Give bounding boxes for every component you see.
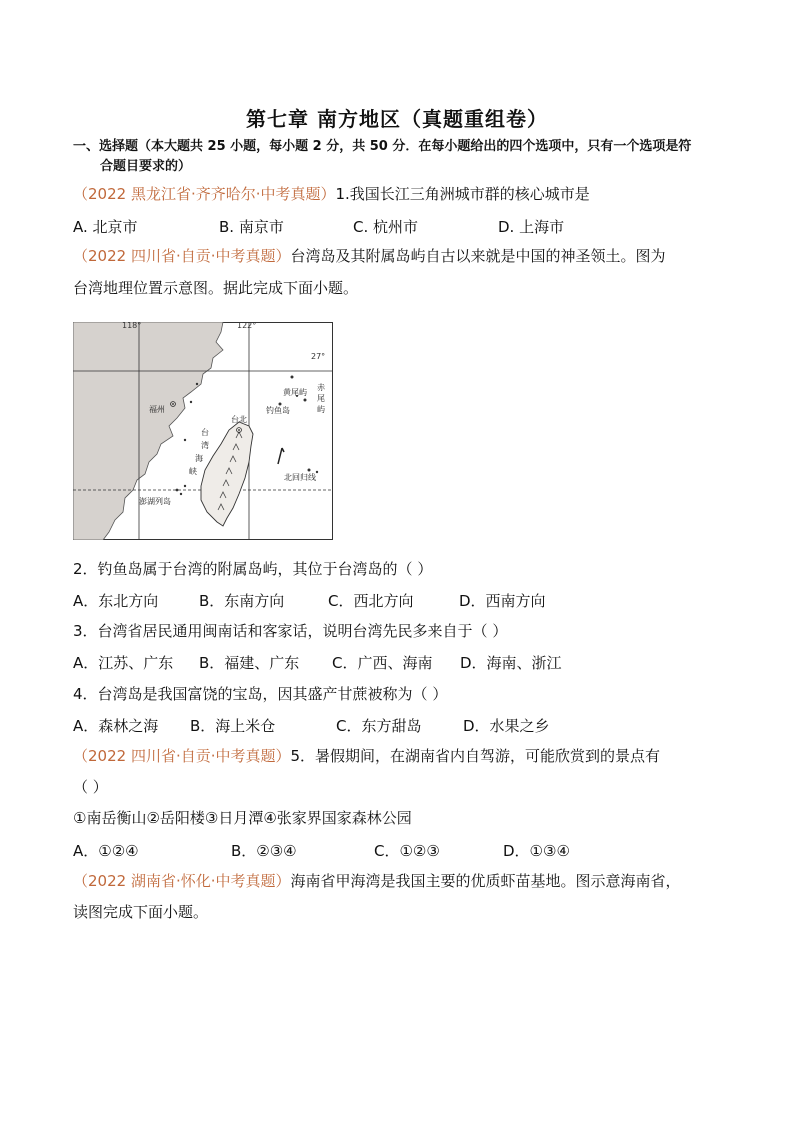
label-huangwei: 黄尾屿 — [283, 388, 307, 397]
question-1-stem: 1.我国长江三角洲城市群的核心城市是 — [335, 185, 590, 203]
map-islet — [316, 471, 318, 473]
question-2-stem: 2．钓鱼岛属于台湾的附属岛屿，其位于台湾岛的（ ） — [73, 560, 433, 578]
section-header — [73, 137, 733, 177]
fuzhou-marker-dot — [172, 403, 174, 405]
question-3-option-a: A．江苏、广东 — [73, 654, 174, 672]
question-5-option-c: C．①②③ — [374, 842, 440, 860]
question-2-option-d: D．西南方向 — [459, 592, 546, 610]
taiwan-location-map — [73, 322, 333, 540]
question-5-option-b: B．②③④ — [231, 842, 297, 860]
label-strait-4: 峡 — [189, 467, 197, 476]
question-4-option-b: B．海上米仓 — [190, 717, 276, 735]
page-title: 第七章 南方地区（真题重组卷） — [246, 107, 548, 131]
group-2-intro — [73, 871, 681, 891]
question-4-option-c: C．东方甜岛 — [336, 717, 422, 735]
question-5-items: ①南岳衡山②岳阳楼③日月潭④张家界国家森林公园 — [73, 809, 412, 827]
question-1-option-c: C. 杭州市 — [353, 218, 419, 236]
question-2-option-a: A．东北方向 — [73, 592, 159, 610]
question-5-stem: 5．暑假期间，在湖南省内自驾游，可能欣赏到的景点有 — [290, 747, 661, 765]
group-1-intro — [73, 246, 666, 266]
map-islet — [304, 399, 307, 402]
question-4-option-a: A．森林之海 — [73, 717, 159, 735]
section-header-line1: 一、选择题（本大题共 25 小题，每小题 2 分，共 50 分．在每小题给出的四个选项中，只有一个选项是符 — [73, 139, 692, 154]
question-5-option-a: A．①②④ — [73, 842, 139, 860]
question-3-option-d: D．海南、浙江 — [460, 654, 562, 672]
label-penghu: 澎湖列岛 — [139, 497, 171, 506]
question-5 — [73, 746, 660, 766]
label-tropic: 北回归线 — [284, 473, 316, 482]
lon-label-118: 118° — [122, 322, 142, 330]
question-1-option-d: D. 上海市 — [498, 218, 565, 236]
group-2-intro-line2: 读图完成下面小题。 — [73, 903, 209, 921]
map-islet — [184, 485, 186, 487]
question-1-source: （2022 黑龙江省·齐齐哈尔·中考真题） — [73, 185, 336, 203]
map-islet — [176, 489, 179, 492]
label-strait-1: 台 — [201, 428, 209, 437]
taibei-marker-dot — [238, 429, 240, 431]
question-5-source: （2022 四川省·自贡·中考真题） — [73, 747, 291, 765]
label-taibei: 台北 — [231, 415, 247, 424]
question-2-option-c: C．西北方向 — [328, 592, 414, 610]
group-1-source: （2022 四川省·自贡·中考真题） — [73, 247, 291, 265]
label-diaoyu: 钓鱼岛 — [266, 406, 290, 415]
label-fuzhou: 福州 — [149, 405, 165, 414]
label-chiwei-2: 尾 — [317, 394, 325, 403]
map-islet — [180, 493, 182, 495]
map-islet — [291, 376, 294, 379]
group-2-source: （2022 湖南省·怀化·中考真题） — [73, 872, 291, 890]
label-strait-3: 海 — [195, 454, 203, 463]
label-strait-2: 湾 — [201, 441, 209, 450]
question-1 — [73, 184, 590, 204]
question-5-option-d: D．①③④ — [503, 842, 570, 860]
label-chiwei-3: 屿 — [317, 405, 325, 414]
group-2-text: 海南省甲海湾是我国主要的优质虾苗基地。图示意海南省， — [290, 872, 681, 890]
question-3-option-b: B．福建、广东 — [199, 654, 300, 672]
question-1-option-a: A. 北京市 — [73, 218, 138, 236]
question-4-stem: 4．台湾岛是我国富饶的宝岛，因其盛产甘蔗被称为（ ） — [73, 685, 448, 703]
group-1-text: 台湾岛及其附属岛屿自古以来就是中国的神圣领土。图为 — [290, 247, 666, 265]
question-3-stem: 3．台湾省居民通用闽南话和客家话，说明台湾先民多来自于（ ） — [73, 622, 508, 640]
group-1-intro-line2: 台湾地理位置示意图。据此完成下面小题。 — [73, 279, 359, 297]
question-3-option-c: C．广西、海南 — [332, 654, 433, 672]
question-5-paren: （ ） — [73, 778, 108, 796]
section-header-line2: 合题目要求的） — [100, 159, 192, 174]
question-2-option-b: B．东南方向 — [199, 592, 285, 610]
map-islet — [190, 401, 192, 403]
lon-label-122: 122° — [237, 322, 257, 330]
label-chiwei-1: 赤 — [317, 383, 325, 392]
question-1-option-b: B. 南京市 — [219, 218, 284, 236]
map-islet — [196, 383, 198, 385]
lat-label-27: 27° — [311, 352, 326, 361]
question-4-option-d: D．水果之乡 — [463, 717, 550, 735]
map-islet — [308, 469, 311, 472]
map-islet — [184, 439, 186, 441]
